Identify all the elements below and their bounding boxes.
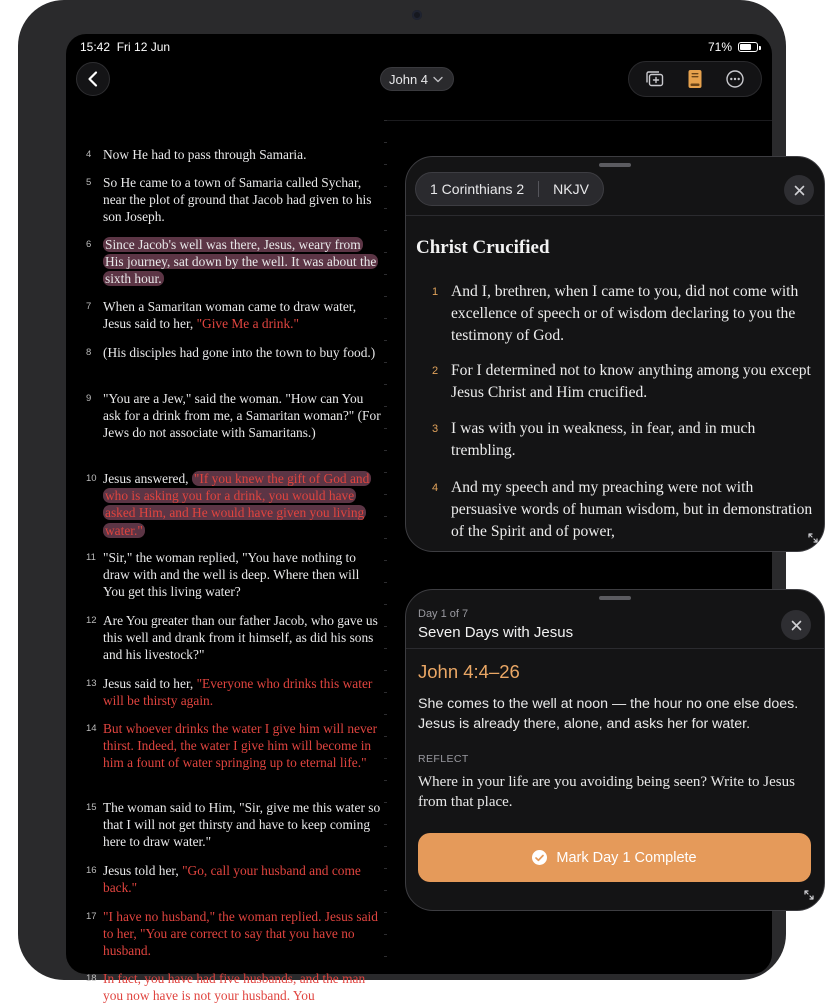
chapter-selector[interactable]: [380, 67, 454, 91]
verse-text: [103, 675, 382, 709]
book-icon: [687, 69, 703, 89]
verse-text: [103, 470, 382, 539]
close-passage-button[interactable]: [784, 175, 814, 205]
verse-number: 7: [86, 301, 92, 312]
words-of-jesus: "I have no husband," the woman replied. Jesus said to her, "You are correct to say that you have no husband.: [103, 909, 378, 959]
verse-text: And my speech and my preaching were not with persuasive words of human wisdom, but in demonstration of the Spirit and of power,: [451, 479, 813, 540]
words-of-jesus: "Give Me a drink.": [196, 316, 299, 332]
verse-text: I was with you in weakness, in fear, and in much trembling.: [451, 420, 756, 459]
verse-number: 2: [432, 365, 439, 377]
close-icon: [794, 185, 805, 196]
checkmark-circle-icon: [532, 850, 547, 865]
verse-segment: The woman said to Him, "Sir, give me this water so that I will not get thirsty and have to keep coming here to draw water.": [103, 800, 381, 850]
add-panel-icon: [645, 70, 665, 88]
verse-segment: "You are a Jew," said the woman. "How can You ask for a drink from me, a Samaritan woman?" (For Jews do not associate with Samaritans.): [103, 391, 381, 441]
verse-segment: When a Samaritan woman came to draw water, Jesus said to her,: [103, 299, 357, 332]
verse-segment: Now He had to pass through Samaria.: [103, 147, 307, 162]
divider: [384, 120, 772, 121]
scroll-ruler: [384, 120, 387, 970]
verse-text: [103, 612, 382, 664]
verse-text: [103, 344, 382, 361]
verse-number: 13: [86, 678, 97, 689]
add-panel-button[interactable]: [641, 65, 669, 93]
close-plan-button[interactable]: [781, 610, 811, 640]
verse-number: 4: [86, 149, 92, 160]
section-heading: Christ Crucified: [416, 237, 550, 258]
verse-number: 1: [432, 286, 439, 298]
back-button[interactable]: [76, 62, 110, 96]
verse-text: [103, 862, 382, 896]
panel-grabber[interactable]: [599, 163, 631, 167]
verse-number: 9: [86, 393, 92, 404]
library-button[interactable]: [681, 65, 709, 93]
verse-number: 17: [86, 911, 97, 922]
verse-text: [103, 549, 382, 601]
verse-segment: Jesus told her,: [103, 863, 183, 878]
verse-text: [103, 390, 382, 442]
reflect-prompt: Where in your life are you avoiding being seen? Write to Jesus from that place.: [418, 774, 795, 810]
plan-devotional-text: She comes to the well at noon — the hour no one else does. Jesus is already there, alone, and asks her for water.: [418, 696, 799, 732]
resize-handle-icon[interactable]: [808, 533, 818, 543]
verse-segment: Are You greater than our father Jacob, who gave us this well and drank from it himself, as did his sons and his livestock?": [103, 613, 378, 663]
verse-number: 10: [86, 473, 97, 484]
verse-segment: Jesus said to her,: [103, 676, 197, 691]
verse-segment: (His disciples had gone into the town to buy food.): [103, 345, 376, 360]
front-camera: [412, 10, 422, 20]
plan-day-label: Day 1 of 7: [418, 608, 469, 620]
verse-segment: "Sir," the woman replied, "You have nothing to draw with and the well is deep. Where then will You get this living water?: [103, 550, 360, 600]
verse-segment: So He came to a town of Samaria called Sychar, near the plot of ground that Jacob had given to his son Joseph.: [103, 175, 372, 225]
verse-text: And I, brethren, when I came to you, did not come with excellence of speech or of wisdom declaring to you the testimony of God.: [451, 283, 799, 344]
mark-complete-button[interactable]: [418, 833, 811, 882]
verse-text: [103, 799, 382, 851]
verse-text: [103, 174, 382, 226]
more-button[interactable]: [721, 65, 749, 93]
passage-selector[interactable]: [415, 172, 604, 206]
highlighted-text: "If you knew the gift of God and who is asking you for a drink, you would have asked Him, and He would have given you living water.": [105, 471, 370, 538]
toolbar-actions: [628, 61, 762, 97]
verse-number: 11: [86, 552, 96, 563]
verse-number: 5: [86, 177, 92, 188]
passage-panel: [405, 156, 825, 552]
resize-handle-icon[interactable]: [804, 890, 814, 900]
plan-title: Seven Days with Jesus: [418, 624, 574, 641]
verse-number: 16: [86, 865, 97, 876]
verse-number: 12: [86, 615, 97, 626]
verse-number: 15: [86, 802, 97, 813]
book-chapter-label[interactable]: 1 Corinthians 2: [430, 181, 525, 197]
verse-text: [103, 720, 382, 772]
words-of-jesus: In fact, you have had five husbands, and the man you now have is not your husband. You: [103, 971, 366, 1004]
words-of-jesus: But whoever drinks the water I give him will never thirst. Indeed, the water I give him will become in him a fount of water springing up to eternal life.": [103, 721, 378, 771]
verse-number: 18: [86, 973, 97, 984]
plan-passage-link[interactable]: John 4:4–26: [418, 661, 520, 682]
battery-icon: [738, 42, 758, 52]
verse-text: [103, 236, 382, 288]
more-icon: [725, 69, 745, 89]
reading-plan-panel: [405, 589, 825, 911]
chapter-label: John 4: [389, 71, 429, 87]
mark-complete-label: Mark Day 1 Complete: [556, 849, 697, 866]
panel-grabber[interactable]: [599, 596, 631, 600]
verse-text: For I determined not to know anything among you except Jesus Christ and Him crucified.: [451, 362, 811, 401]
verse-text: [103, 298, 382, 332]
status-time-date: 15:42 Fri 12 Jun: [80, 40, 171, 54]
verse-text: [103, 970, 382, 1004]
verse-number: 3: [432, 423, 439, 435]
reflect-label: REFLECT: [418, 753, 469, 765]
words-of-jesus: "Everyone who drinks this water will be thirsty again.: [103, 676, 373, 709]
chevron-down-icon: [433, 76, 443, 83]
verse-number: 6: [86, 239, 92, 250]
verse-number: 8: [86, 347, 92, 358]
words-of-jesus: "Go, call your husband and come back.": [103, 863, 361, 896]
highlighted-text: Since Jacob's well was there, Jesus, weary from His journey, sat down by the well. It was about the sixth hour.: [105, 237, 377, 287]
close-icon: [791, 620, 802, 631]
verse-number: 14: [86, 723, 97, 734]
verse-segment: Jesus answered,: [103, 471, 192, 486]
battery-percent: 71%: [707, 40, 732, 54]
verse-text: [103, 146, 382, 163]
version-label[interactable]: NKJV: [553, 181, 589, 197]
status-battery: [708, 40, 758, 54]
chevron-left-icon: [87, 71, 99, 87]
verse-text: [103, 908, 382, 960]
verse-number: 4: [432, 482, 439, 494]
